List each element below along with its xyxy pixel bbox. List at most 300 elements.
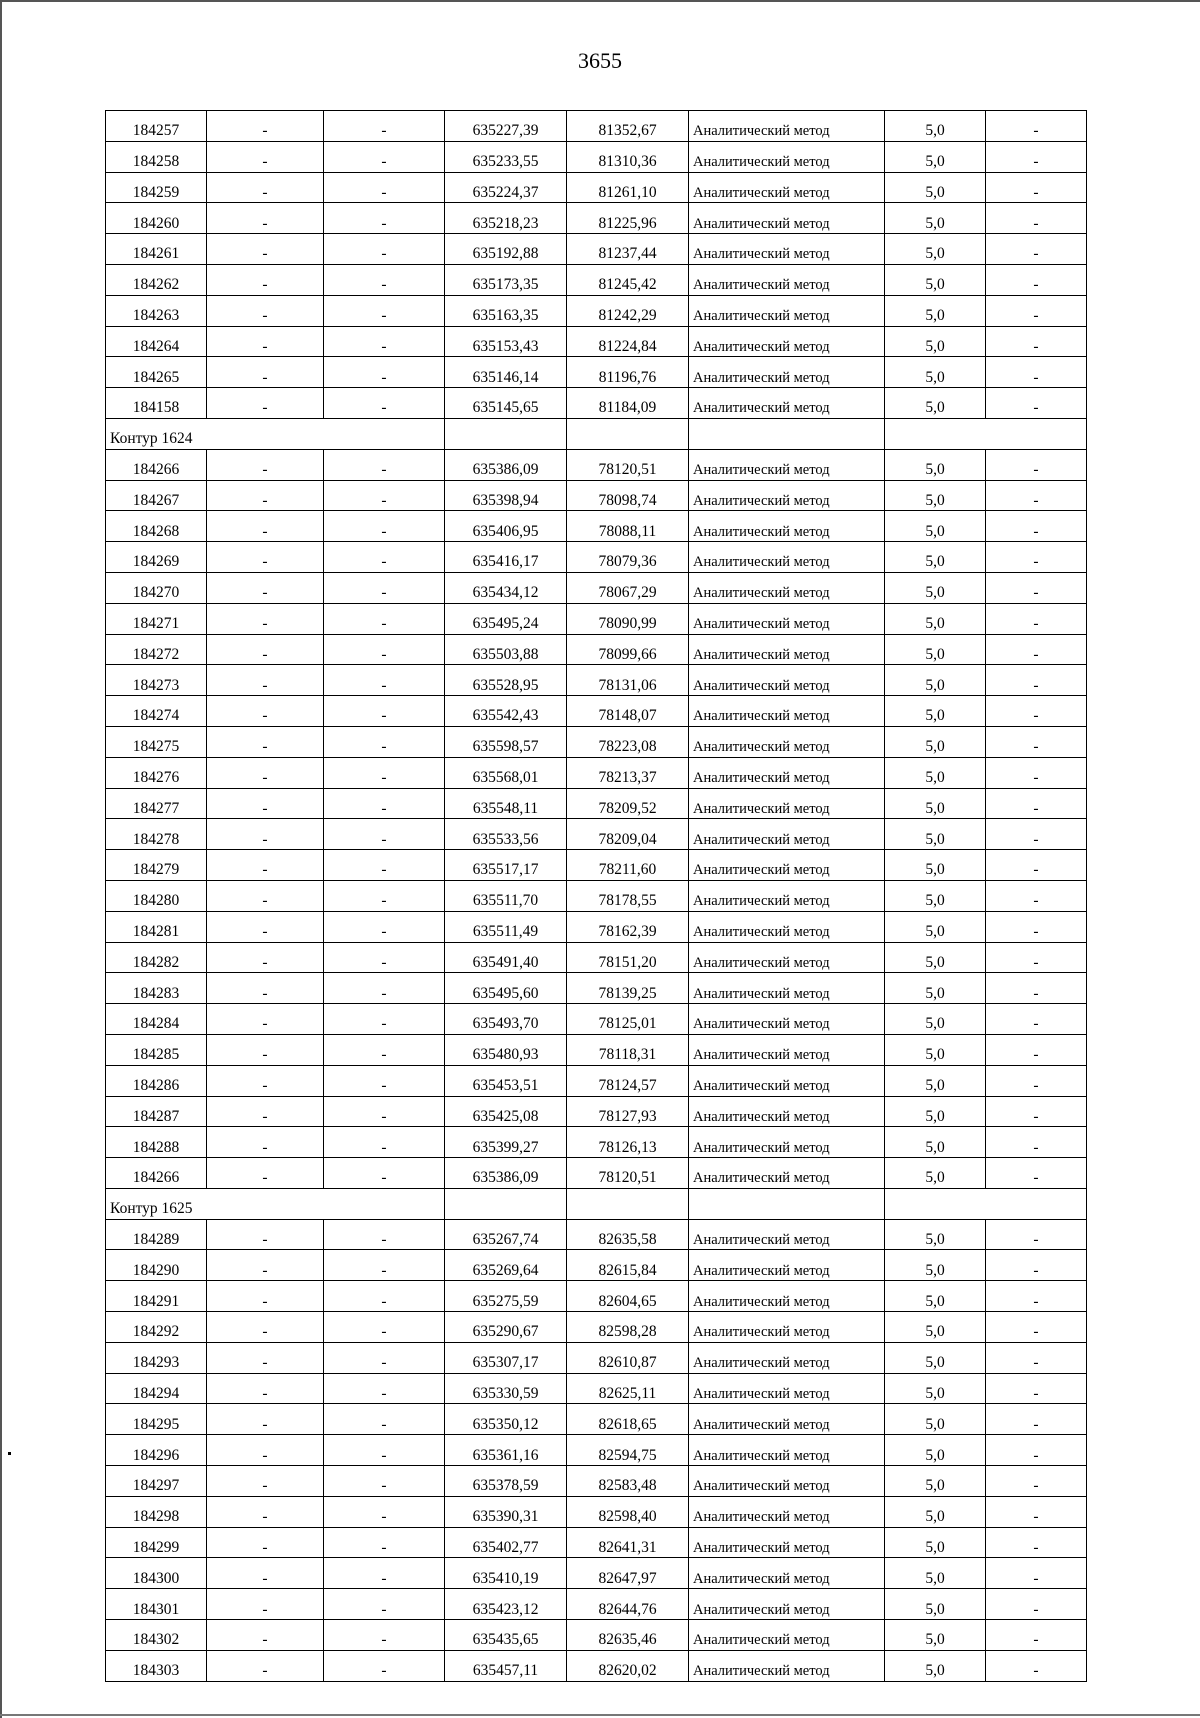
x-coordinate-cell: 635495,24 (445, 603, 567, 634)
empty-x-cell: - (207, 819, 324, 850)
method-cell: Аналитический метод (689, 1004, 885, 1035)
point-id-cell: 184262 (106, 264, 207, 295)
x-coordinate-cell: 635491,40 (445, 942, 567, 973)
accuracy-cell: 5,0 (885, 1342, 986, 1373)
x-coordinate-cell: 635361,16 (445, 1435, 567, 1466)
point-id-cell: 184302 (106, 1620, 207, 1651)
point-id-cell: 184158 (106, 388, 207, 419)
description-cell: - (986, 1466, 1087, 1497)
empty-y-cell: - (324, 1342, 445, 1373)
point-id-cell: 184264 (106, 326, 207, 357)
description-cell: - (986, 1127, 1087, 1158)
accuracy-cell: 5,0 (885, 234, 986, 265)
point-id-cell: 184271 (106, 603, 207, 634)
accuracy-cell: 5,0 (885, 111, 986, 142)
accuracy-cell: 5,0 (885, 880, 986, 911)
accuracy-cell: 5,0 (885, 788, 986, 819)
x-coordinate-cell: 635528,95 (445, 665, 567, 696)
point-id-cell: 184292 (106, 1312, 207, 1343)
empty-y-cell: - (324, 1435, 445, 1466)
accuracy-cell: 5,0 (885, 911, 986, 942)
point-id-cell: 184270 (106, 572, 207, 603)
x-coordinate-cell: 635511,70 (445, 880, 567, 911)
y-coordinate-cell: 81237,44 (567, 234, 689, 265)
empty-y-cell: - (324, 111, 445, 142)
table-row (106, 480, 1087, 511)
empty-x-cell: - (207, 1558, 324, 1589)
point-id-cell: 184276 (106, 757, 207, 788)
description-cell: - (986, 603, 1087, 634)
table-row (106, 264, 1087, 295)
empty-y-cell: - (324, 634, 445, 665)
method-cell: Аналитический метод (689, 1620, 885, 1651)
table-row (106, 788, 1087, 819)
description-cell: - (986, 634, 1087, 665)
accuracy-cell: 5,0 (885, 1527, 986, 1558)
x-coordinate-cell: 635548,11 (445, 788, 567, 819)
point-id-cell: 184293 (106, 1342, 207, 1373)
table-row (106, 1373, 1087, 1404)
y-coordinate-cell: 78079,36 (567, 542, 689, 573)
y-coordinate-cell: 78139,25 (567, 973, 689, 1004)
empty-y-cell: - (324, 696, 445, 727)
accuracy-cell: 5,0 (885, 696, 986, 727)
y-coordinate-cell: 82620,02 (567, 1650, 689, 1681)
accuracy-cell: 5,0 (885, 634, 986, 665)
y-coordinate-cell: 82618,65 (567, 1404, 689, 1435)
table-row (106, 1065, 1087, 1096)
point-id-cell: 184257 (106, 111, 207, 142)
table-row (106, 1219, 1087, 1250)
table-row (106, 1435, 1087, 1466)
accuracy-cell: 5,0 (885, 1650, 986, 1681)
method-cell: Аналитический метод (689, 111, 885, 142)
accuracy-cell: 5,0 (885, 1250, 986, 1281)
empty-x-cell: - (207, 1496, 324, 1527)
accuracy-cell: 5,0 (885, 942, 986, 973)
accuracy-cell: 5,0 (885, 203, 986, 234)
method-cell: Аналитический метод (689, 542, 885, 573)
empty-x-cell: - (207, 1589, 324, 1620)
method-cell: Аналитический метод (689, 264, 885, 295)
accuracy-cell: 5,0 (885, 1620, 986, 1651)
x-coordinate-cell: 635398,94 (445, 480, 567, 511)
point-id-cell: 184286 (106, 1065, 207, 1096)
section-header-row (106, 1188, 1087, 1219)
empty-x-cell: - (207, 1250, 324, 1281)
x-coordinate-cell: 635503,88 (445, 634, 567, 665)
y-coordinate-cell: 78120,51 (567, 1158, 689, 1189)
empty-x-cell: - (207, 973, 324, 1004)
empty-y-cell: - (324, 880, 445, 911)
empty-x-cell: - (207, 1127, 324, 1158)
x-coordinate-cell: 635434,12 (445, 572, 567, 603)
description-cell: - (986, 819, 1087, 850)
y-coordinate-cell: 82647,97 (567, 1558, 689, 1589)
empty-x-cell: - (207, 911, 324, 942)
y-coordinate-cell: 81224,84 (567, 326, 689, 357)
description-cell: - (986, 1096, 1087, 1127)
description-cell: - (986, 264, 1087, 295)
empty-x-cell: - (207, 449, 324, 480)
y-coordinate-cell: 81242,29 (567, 295, 689, 326)
y-coordinate-cell: 81310,36 (567, 141, 689, 172)
empty-y-cell: - (324, 1373, 445, 1404)
empty-cell (885, 418, 1087, 449)
x-coordinate-cell: 635406,95 (445, 511, 567, 542)
x-coordinate-cell: 635453,51 (445, 1065, 567, 1096)
method-cell: Аналитический метод (689, 603, 885, 634)
y-coordinate-cell: 78127,93 (567, 1096, 689, 1127)
section-header-row (106, 418, 1087, 449)
empty-cell (885, 1188, 1087, 1219)
table-row (106, 357, 1087, 388)
table-row (106, 757, 1087, 788)
x-coordinate-cell: 635386,09 (445, 1158, 567, 1189)
table-row (106, 880, 1087, 911)
y-coordinate-cell: 78120,51 (567, 449, 689, 480)
x-coordinate-cell: 635227,39 (445, 111, 567, 142)
method-cell: Аналитический метод (689, 1650, 885, 1681)
y-coordinate-cell: 78211,60 (567, 850, 689, 881)
description-cell: - (986, 1650, 1087, 1681)
empty-x-cell: - (207, 1096, 324, 1127)
method-cell: Аналитический метод (689, 203, 885, 234)
description-cell: - (986, 572, 1087, 603)
empty-x-cell: - (207, 634, 324, 665)
empty-x-cell: - (207, 603, 324, 634)
method-cell: Аналитический метод (689, 788, 885, 819)
accuracy-cell: 5,0 (885, 1034, 986, 1065)
x-coordinate-cell: 635435,65 (445, 1620, 567, 1651)
y-coordinate-cell: 82598,40 (567, 1496, 689, 1527)
x-coordinate-cell: 635173,35 (445, 264, 567, 295)
table-row (106, 172, 1087, 203)
accuracy-cell: 5,0 (885, 449, 986, 480)
accuracy-cell: 5,0 (885, 726, 986, 757)
table-row (106, 542, 1087, 573)
table-row (106, 634, 1087, 665)
table-row (106, 1281, 1087, 1312)
y-coordinate-cell: 78209,52 (567, 788, 689, 819)
empty-y-cell: - (324, 1466, 445, 1497)
x-coordinate-cell: 635517,17 (445, 850, 567, 881)
table-row (106, 449, 1087, 480)
y-coordinate-cell: 82641,31 (567, 1527, 689, 1558)
method-cell: Аналитический метод (689, 1158, 885, 1189)
y-coordinate-cell: 81261,10 (567, 172, 689, 203)
y-coordinate-cell: 82594,75 (567, 1435, 689, 1466)
table-row (106, 1004, 1087, 1035)
x-coordinate-cell: 635480,93 (445, 1034, 567, 1065)
empty-y-cell: - (324, 326, 445, 357)
description-cell: - (986, 1034, 1087, 1065)
x-coordinate-cell: 635378,59 (445, 1466, 567, 1497)
empty-x-cell: - (207, 880, 324, 911)
x-coordinate-cell: 635568,01 (445, 757, 567, 788)
x-coordinate-cell: 635399,27 (445, 1127, 567, 1158)
empty-cell (445, 1188, 567, 1219)
y-coordinate-cell: 78125,01 (567, 1004, 689, 1035)
empty-y-cell: - (324, 1158, 445, 1189)
y-coordinate-cell: 81352,67 (567, 111, 689, 142)
method-cell: Аналитический метод (689, 1373, 885, 1404)
point-id-cell: 184290 (106, 1250, 207, 1281)
empty-x-cell: - (207, 1034, 324, 1065)
table-row (106, 1034, 1087, 1065)
point-id-cell: 184301 (106, 1589, 207, 1620)
empty-y-cell: - (324, 1558, 445, 1589)
y-coordinate-cell: 78099,66 (567, 634, 689, 665)
description-cell: - (986, 665, 1087, 696)
point-id-cell: 184281 (106, 911, 207, 942)
description-cell: - (986, 326, 1087, 357)
x-coordinate-cell: 635145,65 (445, 388, 567, 419)
method-cell: Аналитический метод (689, 326, 885, 357)
empty-y-cell: - (324, 1004, 445, 1035)
y-coordinate-cell: 81196,76 (567, 357, 689, 388)
empty-y-cell: - (324, 665, 445, 696)
y-coordinate-cell: 78178,55 (567, 880, 689, 911)
x-coordinate-cell: 635269,64 (445, 1250, 567, 1281)
method-cell: Аналитический метод (689, 1250, 885, 1281)
y-coordinate-cell: 82625,11 (567, 1373, 689, 1404)
table-row (106, 572, 1087, 603)
method-cell: Аналитический метод (689, 880, 885, 911)
method-cell: Аналитический метод (689, 1589, 885, 1620)
description-cell: - (986, 388, 1087, 419)
empty-y-cell: - (324, 1065, 445, 1096)
accuracy-cell: 5,0 (885, 388, 986, 419)
description-cell: - (986, 480, 1087, 511)
method-cell: Аналитический метод (689, 1558, 885, 1589)
empty-y-cell: - (324, 973, 445, 1004)
method-cell: Аналитический метод (689, 1342, 885, 1373)
empty-x-cell: - (207, 141, 324, 172)
point-id-cell: 184298 (106, 1496, 207, 1527)
y-coordinate-cell: 81184,09 (567, 388, 689, 419)
method-cell: Аналитический метод (689, 141, 885, 172)
point-id-cell: 184275 (106, 726, 207, 757)
empty-y-cell: - (324, 449, 445, 480)
empty-y-cell: - (324, 234, 445, 265)
point-id-cell: 184265 (106, 357, 207, 388)
empty-y-cell: - (324, 942, 445, 973)
accuracy-cell: 5,0 (885, 172, 986, 203)
x-coordinate-cell: 635153,43 (445, 326, 567, 357)
x-coordinate-cell: 635423,12 (445, 1589, 567, 1620)
method-cell: Аналитический метод (689, 511, 885, 542)
empty-y-cell: - (324, 911, 445, 942)
table-row (106, 1158, 1087, 1189)
table-row (106, 203, 1087, 234)
point-id-cell: 184277 (106, 788, 207, 819)
method-cell: Аналитический метод (689, 1281, 885, 1312)
description-cell: - (986, 1620, 1087, 1651)
empty-y-cell: - (324, 141, 445, 172)
method-cell: Аналитический метод (689, 1034, 885, 1065)
method-cell: Аналитический метод (689, 449, 885, 480)
empty-y-cell: - (324, 295, 445, 326)
empty-y-cell: - (324, 788, 445, 819)
empty-x-cell: - (207, 850, 324, 881)
accuracy-cell: 5,0 (885, 850, 986, 881)
table-row (106, 665, 1087, 696)
table-row (106, 326, 1087, 357)
scan-speck (8, 1452, 11, 1455)
description-cell: - (986, 1527, 1087, 1558)
description-cell: - (986, 880, 1087, 911)
description-cell: - (986, 942, 1087, 973)
description-cell: - (986, 696, 1087, 727)
empty-x-cell: - (207, 295, 324, 326)
accuracy-cell: 5,0 (885, 1435, 986, 1466)
method-cell: Аналитический метод (689, 1496, 885, 1527)
empty-x-cell: - (207, 1065, 324, 1096)
point-id-cell: 184258 (106, 141, 207, 172)
empty-y-cell: - (324, 1620, 445, 1651)
point-id-cell: 184282 (106, 942, 207, 973)
description-cell: - (986, 203, 1087, 234)
empty-x-cell: - (207, 234, 324, 265)
table-row (106, 911, 1087, 942)
empty-y-cell: - (324, 172, 445, 203)
empty-x-cell: - (207, 1004, 324, 1035)
y-coordinate-cell: 82635,46 (567, 1620, 689, 1651)
point-id-cell: 184267 (106, 480, 207, 511)
x-coordinate-cell: 635402,77 (445, 1527, 567, 1558)
description-cell: - (986, 973, 1087, 1004)
empty-y-cell: - (324, 572, 445, 603)
point-id-cell: 184261 (106, 234, 207, 265)
description-cell: - (986, 357, 1087, 388)
point-id-cell: 184268 (106, 511, 207, 542)
point-id-cell: 184291 (106, 1281, 207, 1312)
description-cell: - (986, 449, 1087, 480)
accuracy-cell: 5,0 (885, 665, 986, 696)
method-cell: Аналитический метод (689, 696, 885, 727)
x-coordinate-cell: 635290,67 (445, 1312, 567, 1343)
empty-x-cell: - (207, 1158, 324, 1189)
x-coordinate-cell: 635267,74 (445, 1219, 567, 1250)
empty-x-cell: - (207, 542, 324, 573)
y-coordinate-cell: 82598,28 (567, 1312, 689, 1343)
description-cell: - (986, 1496, 1087, 1527)
point-id-cell: 184273 (106, 665, 207, 696)
description-cell: - (986, 141, 1087, 172)
x-coordinate-cell: 635425,08 (445, 1096, 567, 1127)
empty-cell (689, 418, 885, 449)
description-cell: - (986, 111, 1087, 142)
accuracy-cell: 5,0 (885, 1589, 986, 1620)
table-row (106, 1589, 1087, 1620)
accuracy-cell: 5,0 (885, 1496, 986, 1527)
empty-x-cell: - (207, 264, 324, 295)
y-coordinate-cell: 82615,84 (567, 1250, 689, 1281)
empty-x-cell: - (207, 757, 324, 788)
y-coordinate-cell: 78126,13 (567, 1127, 689, 1158)
empty-x-cell: - (207, 1342, 324, 1373)
point-id-cell: 184260 (106, 203, 207, 234)
accuracy-cell: 5,0 (885, 542, 986, 573)
description-cell: - (986, 757, 1087, 788)
x-coordinate-cell: 635192,88 (445, 234, 567, 265)
description-cell: - (986, 1435, 1087, 1466)
y-coordinate-cell: 82610,87 (567, 1342, 689, 1373)
empty-x-cell: - (207, 1650, 324, 1681)
description-cell: - (986, 788, 1087, 819)
empty-y-cell: - (324, 757, 445, 788)
empty-x-cell: - (207, 1620, 324, 1651)
point-id-cell: 184259 (106, 172, 207, 203)
description-cell: - (986, 1373, 1087, 1404)
y-coordinate-cell: 78090,99 (567, 603, 689, 634)
point-id-cell: 184288 (106, 1127, 207, 1158)
empty-x-cell: - (207, 1466, 324, 1497)
accuracy-cell: 5,0 (885, 603, 986, 634)
x-coordinate-cell: 635233,55 (445, 141, 567, 172)
method-cell: Аналитический метод (689, 234, 885, 265)
x-coordinate-cell: 635386,09 (445, 449, 567, 480)
accuracy-cell: 5,0 (885, 295, 986, 326)
description-cell: - (986, 1312, 1087, 1343)
empty-x-cell: - (207, 511, 324, 542)
empty-y-cell: - (324, 603, 445, 634)
accuracy-cell: 5,0 (885, 1312, 986, 1343)
point-id-cell: 184295 (106, 1404, 207, 1435)
point-id-cell: 184289 (106, 1219, 207, 1250)
empty-x-cell: - (207, 1281, 324, 1312)
point-id-cell: 184269 (106, 542, 207, 573)
method-cell: Аналитический метод (689, 942, 885, 973)
x-coordinate-cell: 635390,31 (445, 1496, 567, 1527)
description-cell: - (986, 911, 1087, 942)
accuracy-cell: 5,0 (885, 819, 986, 850)
method-cell: Аналитический метод (689, 1127, 885, 1158)
method-cell: Аналитический метод (689, 634, 885, 665)
empty-x-cell: - (207, 665, 324, 696)
empty-y-cell: - (324, 1496, 445, 1527)
description-cell: - (986, 1558, 1087, 1589)
description-cell: - (986, 1219, 1087, 1250)
point-id-cell: 184279 (106, 850, 207, 881)
empty-x-cell: - (207, 357, 324, 388)
accuracy-cell: 5,0 (885, 264, 986, 295)
description-cell: - (986, 1281, 1087, 1312)
empty-x-cell: - (207, 696, 324, 727)
accuracy-cell: 5,0 (885, 1219, 986, 1250)
empty-y-cell: - (324, 1127, 445, 1158)
empty-x-cell: - (207, 1312, 324, 1343)
empty-y-cell: - (324, 357, 445, 388)
description-cell: - (986, 511, 1087, 542)
y-coordinate-cell: 82604,65 (567, 1281, 689, 1312)
accuracy-cell: 5,0 (885, 1158, 986, 1189)
empty-y-cell: - (324, 203, 445, 234)
table-row (106, 603, 1087, 634)
method-cell: Аналитический метод (689, 726, 885, 757)
point-id-cell: 184274 (106, 696, 207, 727)
method-cell: Аналитический метод (689, 911, 885, 942)
y-coordinate-cell: 78209,04 (567, 819, 689, 850)
empty-cell (445, 418, 567, 449)
empty-y-cell: - (324, 1096, 445, 1127)
point-id-cell: 184294 (106, 1373, 207, 1404)
method-cell: Аналитический метод (689, 973, 885, 1004)
x-coordinate-cell: 635542,43 (445, 696, 567, 727)
description-cell: - (986, 850, 1087, 881)
accuracy-cell: 5,0 (885, 357, 986, 388)
